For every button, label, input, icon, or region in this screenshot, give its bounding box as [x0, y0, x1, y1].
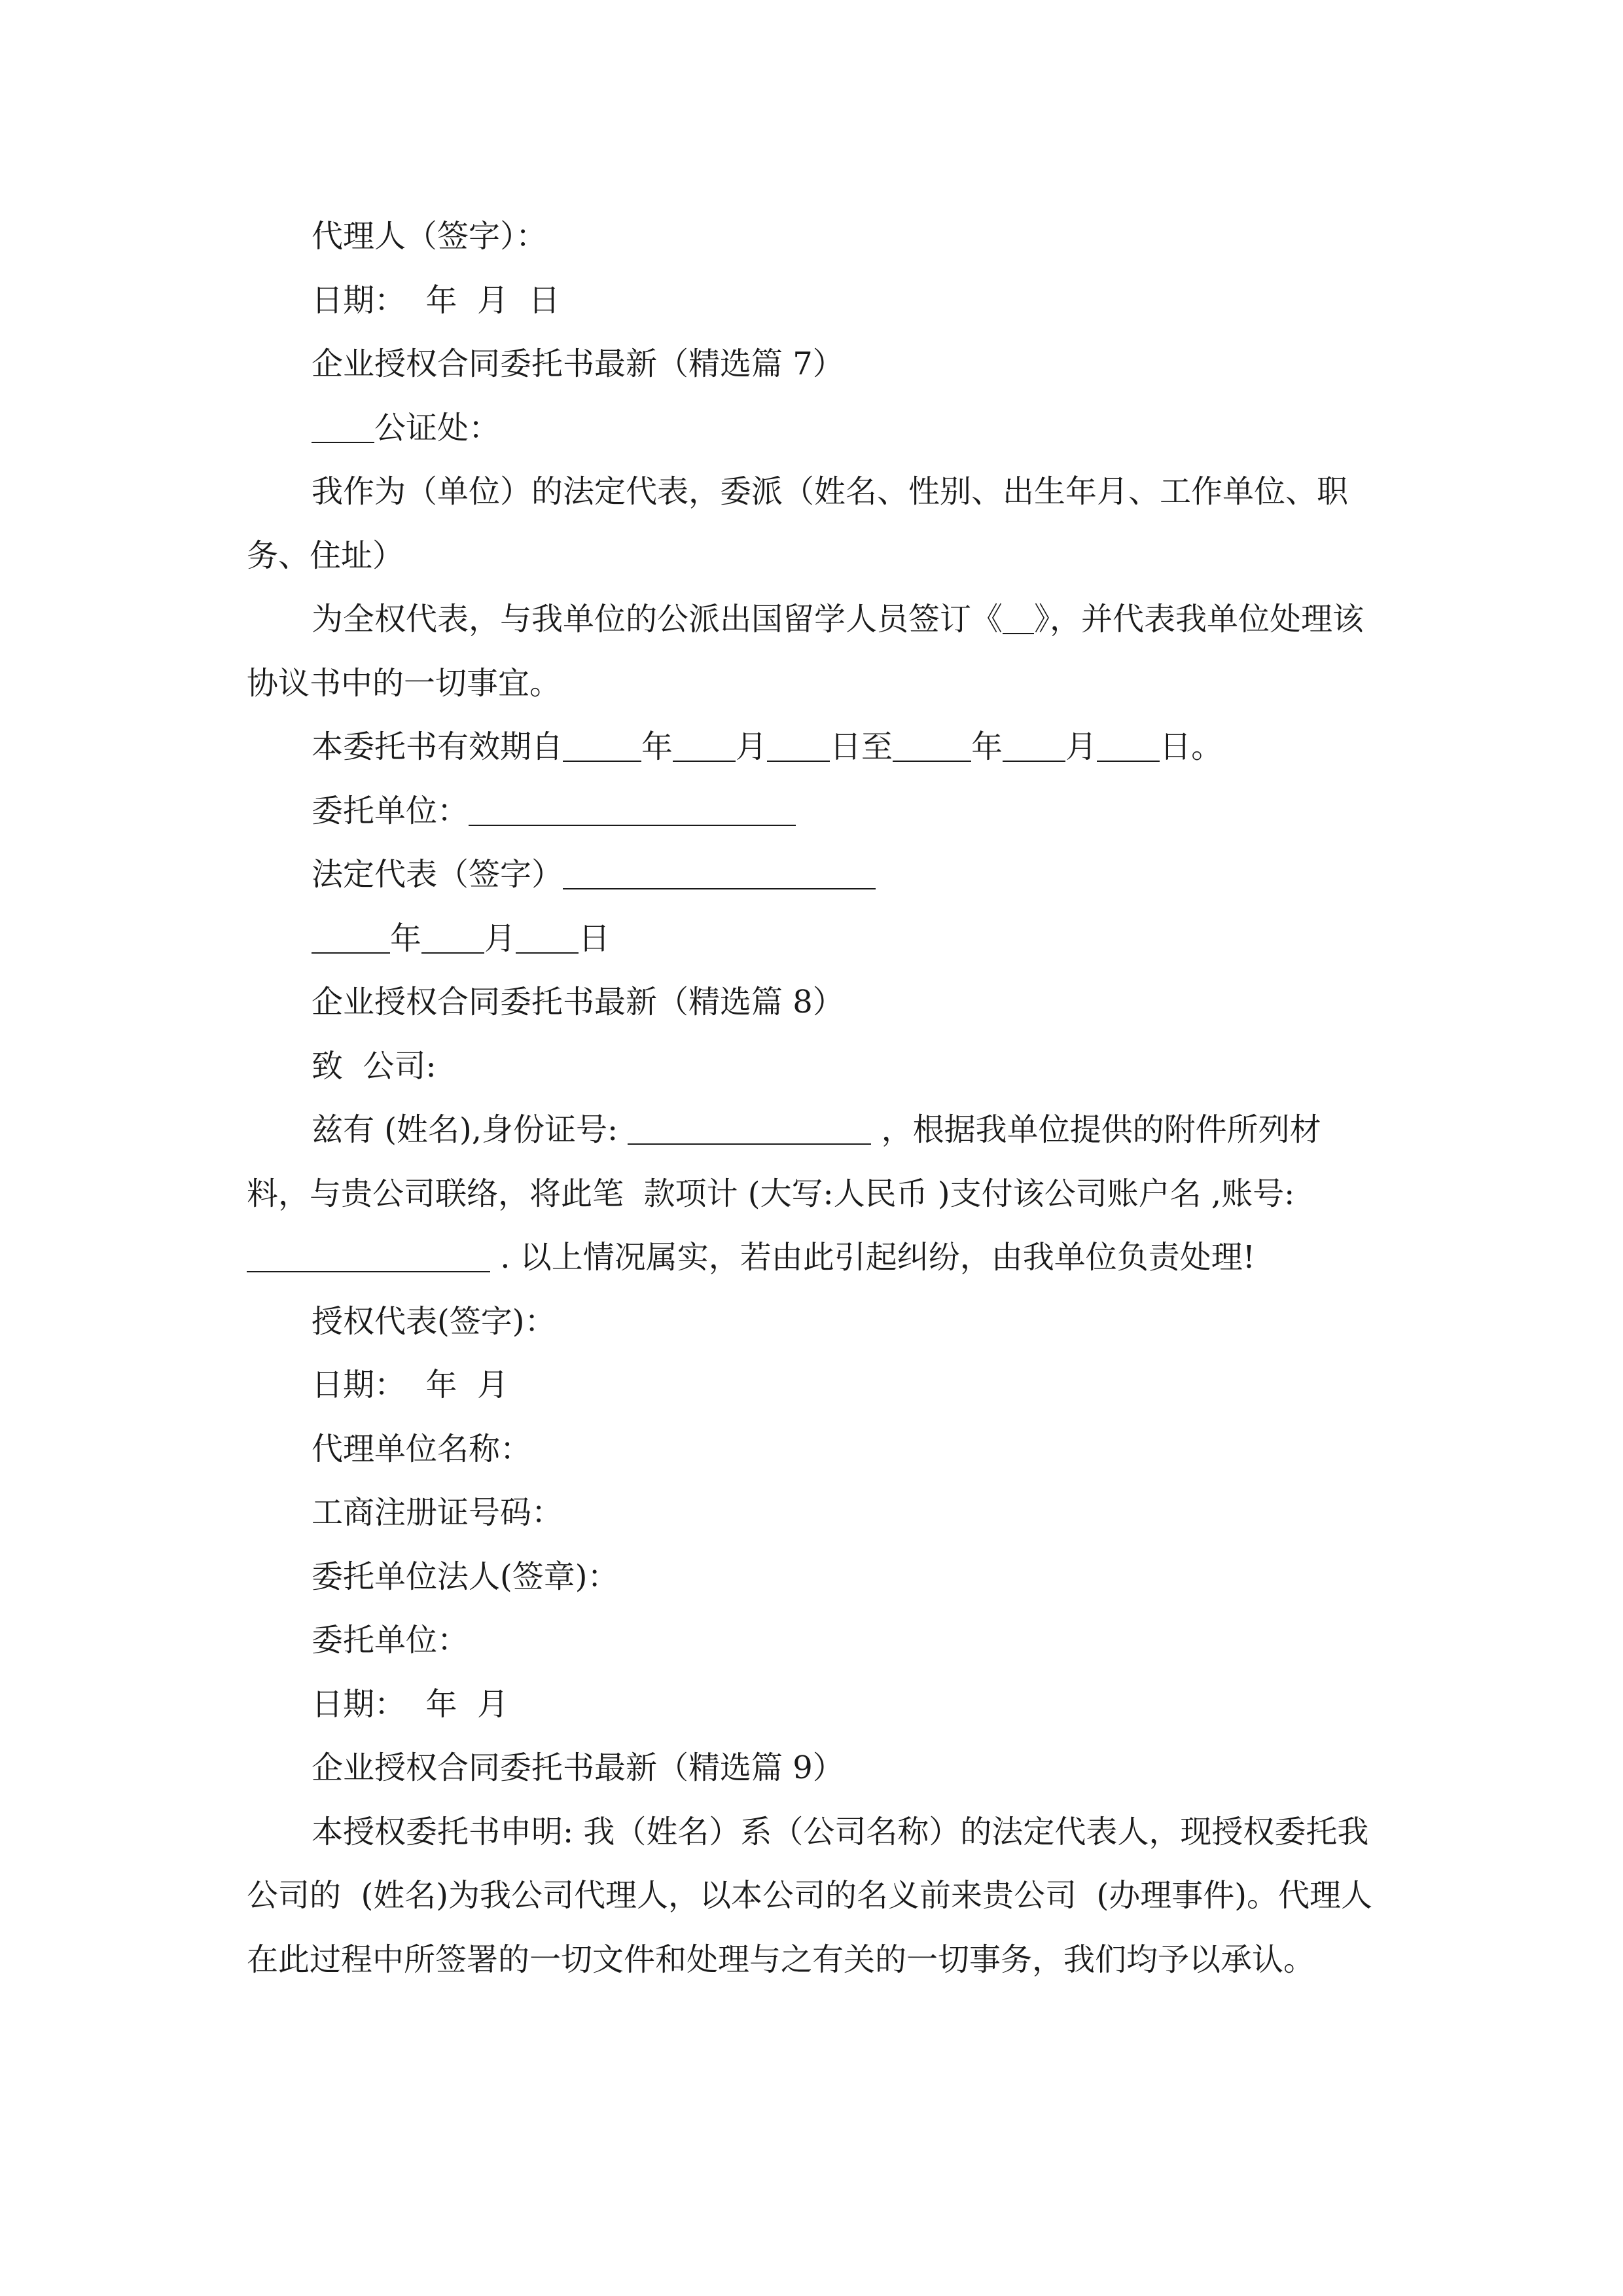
paragraph: 本授权委托书申明: 我（姓名）系（公司名称）的法定代表人，现授权委托我公司的 (姓名)为我公司代理人，以本公司的名义前来贵公司 (办理事件)。代理人在此过程中所签署的一切文件和处理与之有关的一切事务，我们均予以承认。	[247, 1813, 1372, 1978]
fill-in-blank	[767, 729, 830, 762]
fill-in-blank	[1003, 729, 1065, 762]
fill-in-blank	[893, 729, 971, 762]
paragraph	[247, 397, 1382, 461]
document-body	[247, 205, 1382, 1992]
paragraph-text: 法定代表（签字）	[312, 856, 563, 893]
fill-in-blank	[421, 921, 484, 954]
paragraph: 工商注册证号码：	[312, 1494, 563, 1531]
paragraph-text: 日	[579, 920, 611, 957]
paragraph: 我作为（单位）的法定代表，委派（姓名、性别、出生年月、工作单位、职务、住址）	[247, 473, 1349, 574]
paragraph: 委托单位：	[312, 1622, 469, 1659]
fill-in-blank	[1003, 601, 1034, 634]
paragraph: 委托单位法人(签章)：	[312, 1558, 619, 1595]
section-heading: 企业授权合同委托书最新（精选篇 7）	[312, 346, 844, 382]
paragraph	[247, 843, 1382, 907]
section-heading: 企业授权合同委托书最新（精选篇 8）	[312, 984, 844, 1020]
fill-in-blank	[563, 729, 641, 762]
paragraph-text: ，根据我单位提供的附件所列材料，与贵公司联络，将此笔 款项计 (大写:人民币 )支付该公司账户名 ,账号:	[247, 1111, 1321, 1212]
paragraph: 授权代表(签字)：	[312, 1302, 556, 1340]
paragraph-text: 月	[484, 920, 516, 957]
paragraph: 日期： 年 月	[312, 1685, 509, 1723]
paragraph	[247, 1098, 1382, 1290]
section-heading: 企业授权合同委托书最新（精选篇 9）	[312, 1749, 844, 1786]
paragraph	[247, 715, 1382, 780]
paragraph: 日期： 年 月	[312, 1367, 509, 1403]
paragraph-text: 日至	[830, 728, 893, 765]
paragraph-text: 年	[641, 728, 673, 765]
fill-in-blank	[628, 1112, 871, 1145]
fill-in-blank	[516, 921, 579, 954]
paragraph	[247, 588, 1382, 715]
paragraph: 致 公司:	[312, 1047, 437, 1085]
paragraph	[247, 780, 1382, 844]
fill-in-blank	[1097, 729, 1160, 762]
paragraph-text: 本委托书有效期自	[312, 728, 563, 765]
fill-in-blank	[312, 410, 374, 443]
paragraph-text: 兹有 (姓名),身份证号:	[312, 1111, 628, 1148]
fill-in-blank	[312, 921, 390, 954]
paragraph-text: 》，并代表我单位处理该协议书中的一切事宜。	[247, 601, 1364, 702]
paragraph-text: 为全权代表，与我单位的公派出国留学人员签订《	[312, 601, 1003, 637]
fill-in-blank	[247, 1240, 490, 1272]
paragraph: 日期： 年 月 日	[312, 281, 560, 319]
fill-in-blank	[563, 857, 876, 889]
paragraph-text: 年	[390, 920, 422, 957]
fill-in-blank	[469, 793, 796, 826]
paragraph-text: 月	[736, 728, 768, 765]
fill-in-blank	[673, 729, 736, 762]
paragraph-text: 年	[971, 728, 1003, 765]
paragraph-text: . 以上情况属实，若由此引起纠纷，由我单位负责处理!	[490, 1239, 1256, 1276]
paragraph-text: 日。	[1160, 728, 1223, 765]
paragraph-text: 月	[1065, 728, 1097, 765]
paragraph-text: 委托单位：	[312, 792, 469, 829]
paragraph-text: 公证处：	[374, 409, 501, 446]
paragraph: 代理人（签字）：	[312, 218, 548, 255]
paragraph	[247, 907, 1382, 971]
paragraph: 代理单位名称：	[312, 1430, 532, 1467]
